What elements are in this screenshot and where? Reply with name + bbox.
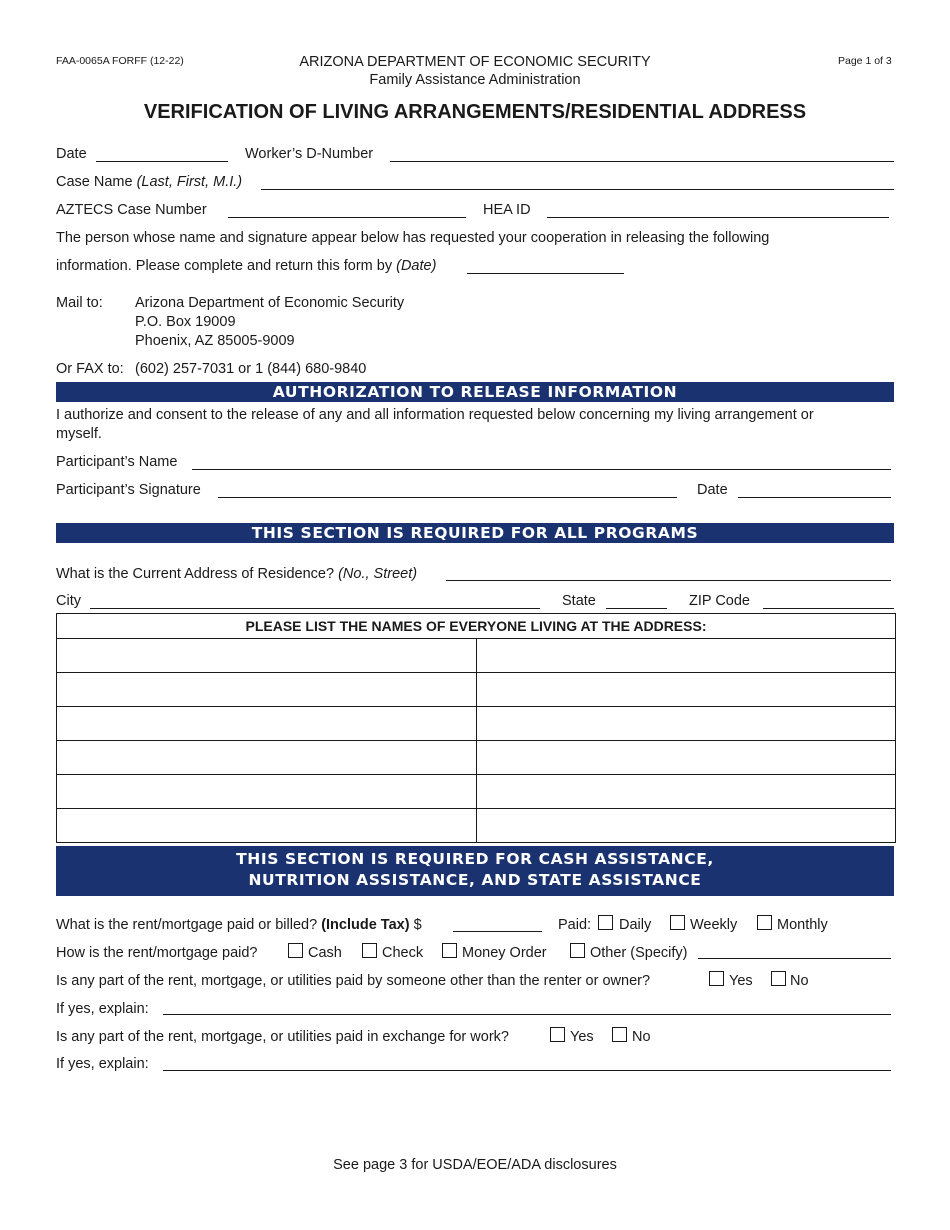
other-payer-question: Is any part of the rent, mortgage, or utilities paid by someone other than the renter or owner? (56, 973, 651, 989)
date-label: Date (56, 146, 87, 162)
other-payer-yes-checkbox[interactable] (709, 971, 724, 986)
exchange-question: Is any part of the rent, mortgage, or utilities paid in exchange for work? (56, 1029, 509, 1045)
paid-weekly-label: Weekly (690, 917, 738, 933)
address-question-text: What is the Current Address of Residence? (56, 566, 335, 582)
other-payer-no-label: No (790, 973, 809, 989)
intro-line-2 (56, 257, 436, 275)
hea-id-label: HEA ID (483, 202, 531, 218)
fax-label: Or FAX to: (56, 361, 124, 377)
participant-name-field[interactable] (192, 469, 891, 470)
exchange-no-checkbox[interactable] (612, 1027, 627, 1042)
city-field[interactable] (90, 608, 540, 609)
mail-line-3: Phoenix, AZ 85005-9009 (135, 333, 295, 349)
page-number: Page 1 of 3 (838, 55, 892, 67)
household-name-cell[interactable] (477, 639, 896, 672)
other-payer-yes-label: Yes (729, 973, 753, 989)
consent-line-2: myself. (56, 426, 102, 442)
rent-question-text: What is the rent/mortgage paid or billed? (56, 917, 318, 933)
intro-line-1: The person whose name and signature appear below has requested your cooperation in releasing the following (56, 230, 770, 246)
table-row (57, 673, 895, 707)
exchange-no-label: No (632, 1029, 651, 1045)
household-name-cell[interactable] (57, 741, 477, 774)
hea-id-field[interactable] (547, 217, 889, 218)
household-name-cell[interactable] (57, 639, 477, 672)
aztecs-label: AZTECS Case Number (56, 202, 207, 218)
pay-check-checkbox[interactable] (362, 943, 377, 958)
case-name-label (56, 173, 242, 191)
household-name-cell[interactable] (477, 707, 896, 740)
participant-signature-field[interactable] (218, 497, 677, 498)
intro-date-hint: (Date) (396, 258, 437, 274)
address-hint: (No., Street) (338, 566, 418, 582)
footer-disclosure: See page 3 for USDA/EOE/ADA disclosures (333, 1157, 617, 1173)
other-payer-no-checkbox[interactable] (771, 971, 786, 986)
table-row (57, 741, 895, 775)
aztecs-field[interactable] (228, 217, 466, 218)
auth-date-label: Date (697, 482, 728, 498)
state-label: State (562, 593, 596, 609)
exchange-yes-label: Yes (570, 1029, 594, 1045)
pay-cash-checkbox[interactable] (288, 943, 303, 958)
pay-check-label: Check (382, 945, 424, 961)
intro-line-2-text: information. Please complete and return this form by (56, 258, 393, 274)
dollar-sign: $ (413, 917, 422, 933)
mail-line-2: P.O. Box 19009 (135, 314, 236, 330)
household-name-cell[interactable] (477, 673, 896, 706)
paid-monthly-label: Monthly (777, 917, 828, 933)
pay-money-order-label: Money Order (462, 945, 547, 961)
all-programs-heading: THIS SECTION IS REQUIRED FOR ALL PROGRAMS (56, 523, 894, 543)
paid-daily-label: Daily (619, 917, 652, 933)
household-table (56, 613, 896, 843)
authorization-heading: AUTHORIZATION TO RELEASE INFORMATION (56, 382, 894, 402)
explain-label-1: If yes, explain: (56, 1001, 149, 1017)
paid-monthly-checkbox[interactable] (757, 915, 772, 930)
household-name-cell[interactable] (57, 809, 477, 842)
return-date-field[interactable] (467, 273, 624, 274)
fax-numbers: (602) 257-7031 or 1 (844) 680-9840 (135, 361, 367, 377)
how-paid-question: How is the rent/mortgage paid? (56, 945, 258, 961)
explain-field-2[interactable] (163, 1070, 891, 1071)
pay-other-field[interactable] (698, 958, 891, 959)
household-name-cell[interactable] (477, 741, 896, 774)
pay-money-order-checkbox[interactable] (442, 943, 457, 958)
case-name-text: Case Name (56, 174, 133, 190)
household-name-cell[interactable] (477, 775, 896, 808)
cash-heading-line-2: NUTRITION ASSISTANCE, AND STATE ASSISTANCE (248, 871, 702, 889)
table-row (57, 639, 895, 673)
consent-line-1: I authorize and consent to the release of any and all information requested below concerning my living arrangement or (56, 407, 814, 423)
case-name-hint: (Last, First, M.I.) (136, 174, 243, 190)
address-field[interactable] (446, 580, 891, 581)
rent-question (56, 916, 422, 934)
participant-signature-label: Participant’s Signature (56, 482, 201, 498)
table-row (57, 707, 895, 741)
zip-label: ZIP Code (689, 593, 750, 609)
household-name-cell[interactable] (57, 775, 477, 808)
table-row (57, 775, 895, 809)
auth-date-field[interactable] (738, 497, 891, 498)
explain-field-1[interactable] (163, 1014, 891, 1015)
case-name-field[interactable] (261, 189, 894, 190)
rent-amount-field[interactable] (453, 931, 542, 932)
pay-cash-label: Cash (308, 945, 342, 961)
mail-label: Mail to: (56, 295, 103, 311)
household-name-cell[interactable] (57, 707, 477, 740)
worker-d-number-label: Worker’s D-Number (245, 146, 374, 162)
form-id: FAA-0065A FORFF (12-22) (56, 55, 184, 67)
pay-other-checkbox[interactable] (570, 943, 585, 958)
table-row (57, 809, 895, 842)
participant-name-label: Participant’s Name (56, 454, 178, 470)
paid-label: Paid: (558, 917, 592, 933)
paid-weekly-checkbox[interactable] (670, 915, 685, 930)
household-table-header: PLEASE LIST THE NAMES OF EVERYONE LIVING AT THE ADDRESS: (57, 614, 895, 639)
worker-d-number-field[interactable] (390, 161, 894, 162)
explain-label-2: If yes, explain: (56, 1056, 149, 1072)
city-label: City (56, 593, 81, 609)
rent-include-tax: (Include Tax) (321, 917, 410, 933)
paid-daily-checkbox[interactable] (598, 915, 613, 930)
division-name: Family Assistance Administration (369, 72, 581, 88)
cash-section-heading (56, 846, 894, 896)
page-title: VERIFICATION OF LIVING ARRANGEMENTS/RESIDENTIAL ADDRESS (143, 101, 807, 123)
address-question (56, 565, 417, 583)
cash-heading-line-1: THIS SECTION IS REQUIRED FOR CASH ASSISTANCE, (236, 850, 714, 868)
zip-field[interactable] (763, 608, 894, 609)
pay-other-label: Other (Specify) (590, 945, 688, 961)
state-field[interactable] (606, 608, 667, 609)
exchange-yes-checkbox[interactable] (550, 1027, 565, 1042)
agency-name: ARIZONA DEPARTMENT OF ECONOMIC SECURITY (299, 54, 651, 70)
date-field[interactable] (96, 161, 228, 162)
mail-line-1: Arizona Department of Economic Security (135, 295, 405, 311)
household-name-cell[interactable] (57, 673, 477, 706)
household-name-cell[interactable] (477, 809, 896, 842)
